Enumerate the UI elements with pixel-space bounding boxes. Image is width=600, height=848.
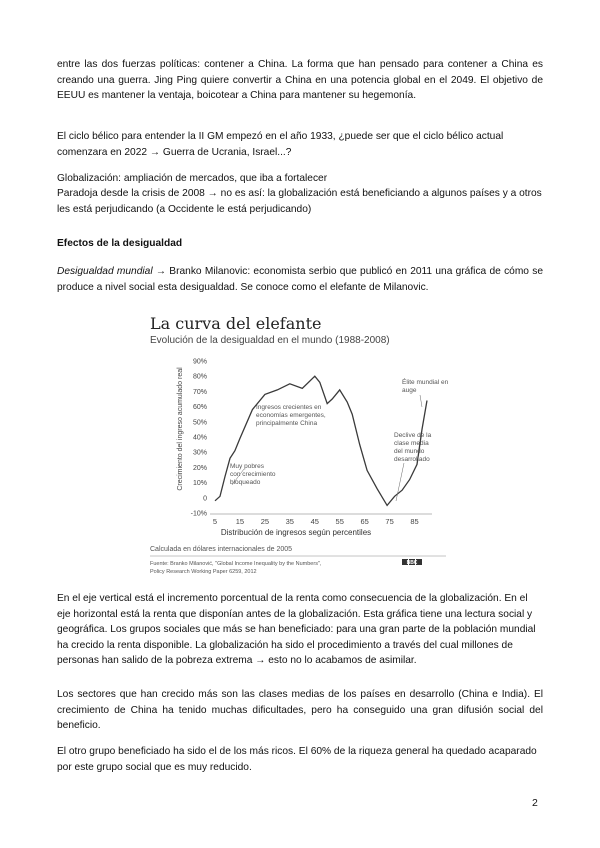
annotation-decline-line3: del mundo — [394, 448, 425, 455]
chart-x-axis-label: Distribución de ingresos según percentiles — [220, 528, 372, 537]
annotation-elite-line2: auge — [402, 387, 417, 394]
chart-annotations — [230, 377, 448, 486]
y-tick-label: 50% — [192, 419, 207, 427]
leader-elite — [420, 395, 422, 407]
annotation-decline-line1: Declive de la — [394, 432, 432, 439]
annotation-emerging-line1: Ingresos crecientes en — [256, 404, 322, 411]
y-tick-label: 30% — [192, 449, 207, 457]
page-number: 2 — [532, 797, 538, 809]
y-tick-label: 10% — [192, 480, 207, 488]
paragraph-milanovic — [57, 264, 543, 295]
section-heading: Efectos de la desigualdad — [57, 238, 183, 249]
elephant-curve-chart — [148, 311, 448, 577]
annotation-emerging-line3: principalmente China — [256, 420, 318, 427]
y-axis-ticks — [191, 359, 207, 518]
annotation-emerging-line2: economías emergentes, — [256, 412, 326, 419]
paragraph-war-cycle: El ciclo bélico para entender la II GM empezó en el año 1933, ¿puede ser que el ciclo bélico actual comenzara en 2022 → Guerra de Ucrania, Israel...? — [57, 131, 504, 158]
annotation-poor-line1: Muy pobres — [230, 463, 264, 470]
annotation-poor-line2: con crecimiento — [230, 471, 276, 478]
paragraph-globalization: Globalización: ampliación de mercados, que iba a fortalecer — [57, 173, 328, 184]
leader-decline — [396, 463, 404, 501]
x-tick-label: 55 — [335, 517, 344, 526]
x-tick-label: 65 — [360, 517, 369, 526]
annotation-decline-line4: desarrollado — [394, 456, 430, 463]
y-tick-label: 60% — [192, 404, 207, 412]
paragraph-richest: El otro grupo beneficiado ha sido el de los más ricos. El 60% de la riqueza general ha quedado acaparado por este grupo social que es muy reducido. — [57, 746, 537, 773]
paragraph-middle-classes: Los sectores que han crecido más son las clases medias de los países en desarrollo (China e India). El crecimiento de China ha tenido muchas dificultades, pero ha conseguido una gran difusión social del beneficio. — [57, 689, 543, 732]
x-axis-ticks — [213, 517, 419, 526]
y-tick-label: -10% — [190, 510, 207, 518]
bbc-logo — [402, 559, 422, 566]
paragraph-paradox-2008: Paradoja desde la crisis de 2008 → no es así: la globalización está beneficiando a algunos países y a otros les está perjudicando (a Occidente le está perjudicando) — [57, 188, 542, 215]
x-tick-label: 35 — [285, 517, 294, 526]
paragraph-lead-term: Desigualdad mundial — [57, 266, 153, 277]
x-tick-label: 75 — [385, 517, 394, 526]
annotation-elite-line1: Élite mundial en — [402, 379, 448, 386]
y-tick-label: 40% — [192, 434, 207, 442]
x-tick-label: 25 — [260, 517, 270, 526]
x-tick-label: 85 — [410, 517, 419, 526]
bbc-logo-text: BBC — [406, 560, 418, 566]
x-tick-label: 15 — [235, 517, 245, 526]
paragraph-china-containment: entre las dos fuerzas políticas: contener a China. La forma que han pensado para contener a China es creando una guerra. Jing Ping quiere convertir a China en una potencia global en el 2049. El objetivo de EEUU es mantener la ventaja, boicotear a China para mantener su hegemonía. — [57, 59, 543, 102]
chart-note: Calculada en dólares internacionales de 2005 — [150, 546, 293, 553]
chart-title: La curva del elefante — [150, 314, 322, 333]
chart-source-line1: Fuente: Branko Milanović, "Global Income Inequality by the Numbers", — [150, 561, 322, 567]
y-tick-label: 0 — [203, 495, 207, 503]
x-tick-label: 45 — [310, 517, 319, 526]
y-tick-label: 70% — [192, 388, 207, 396]
chart-y-axis-label: Crecimiento del ingreso acumulado real — [177, 367, 184, 491]
chart-source-line2: Policy Research Working Paper 6259, 2012 — [150, 569, 257, 575]
y-tick-label: 20% — [192, 464, 207, 472]
annotation-poor-line3: bloqueado — [230, 479, 261, 486]
annotation-decline-line2: clase media — [394, 440, 429, 447]
paragraph-axes-explanation: En el eje vertical está el incremento porcentual de la renta como consecuencia de la globalización. En el eje horizontal está la renta que disponían antes de la globalización. Esta gráfica tiene una lectura social y geográfica. Los grupos sociales que más se han beneficiado: para una gran parte de la población mundial ha crecido la renta disponible. La globalización ha sido el procedimiento a través del cual millones de personas han salido de la pobreza extrema → esto no lo acabamos de asimilar. — [57, 593, 536, 667]
y-tick-label: 90% — [192, 358, 207, 366]
y-tick-label: 80% — [192, 373, 207, 381]
chart-subtitle: Evolución de la desigualdad en el mundo (1988-2008) — [150, 335, 390, 346]
paragraph-lead-rest: → Branko Milanovic: economista serbio que publicó en 2011 una gráfica de cómo se produce a nivel social esta desigualdad. Se conoce como el elefante de Milanovic. — [57, 266, 543, 293]
x-tick-label: 5 — [212, 517, 218, 526]
elephant-curve-figure — [148, 311, 448, 577]
